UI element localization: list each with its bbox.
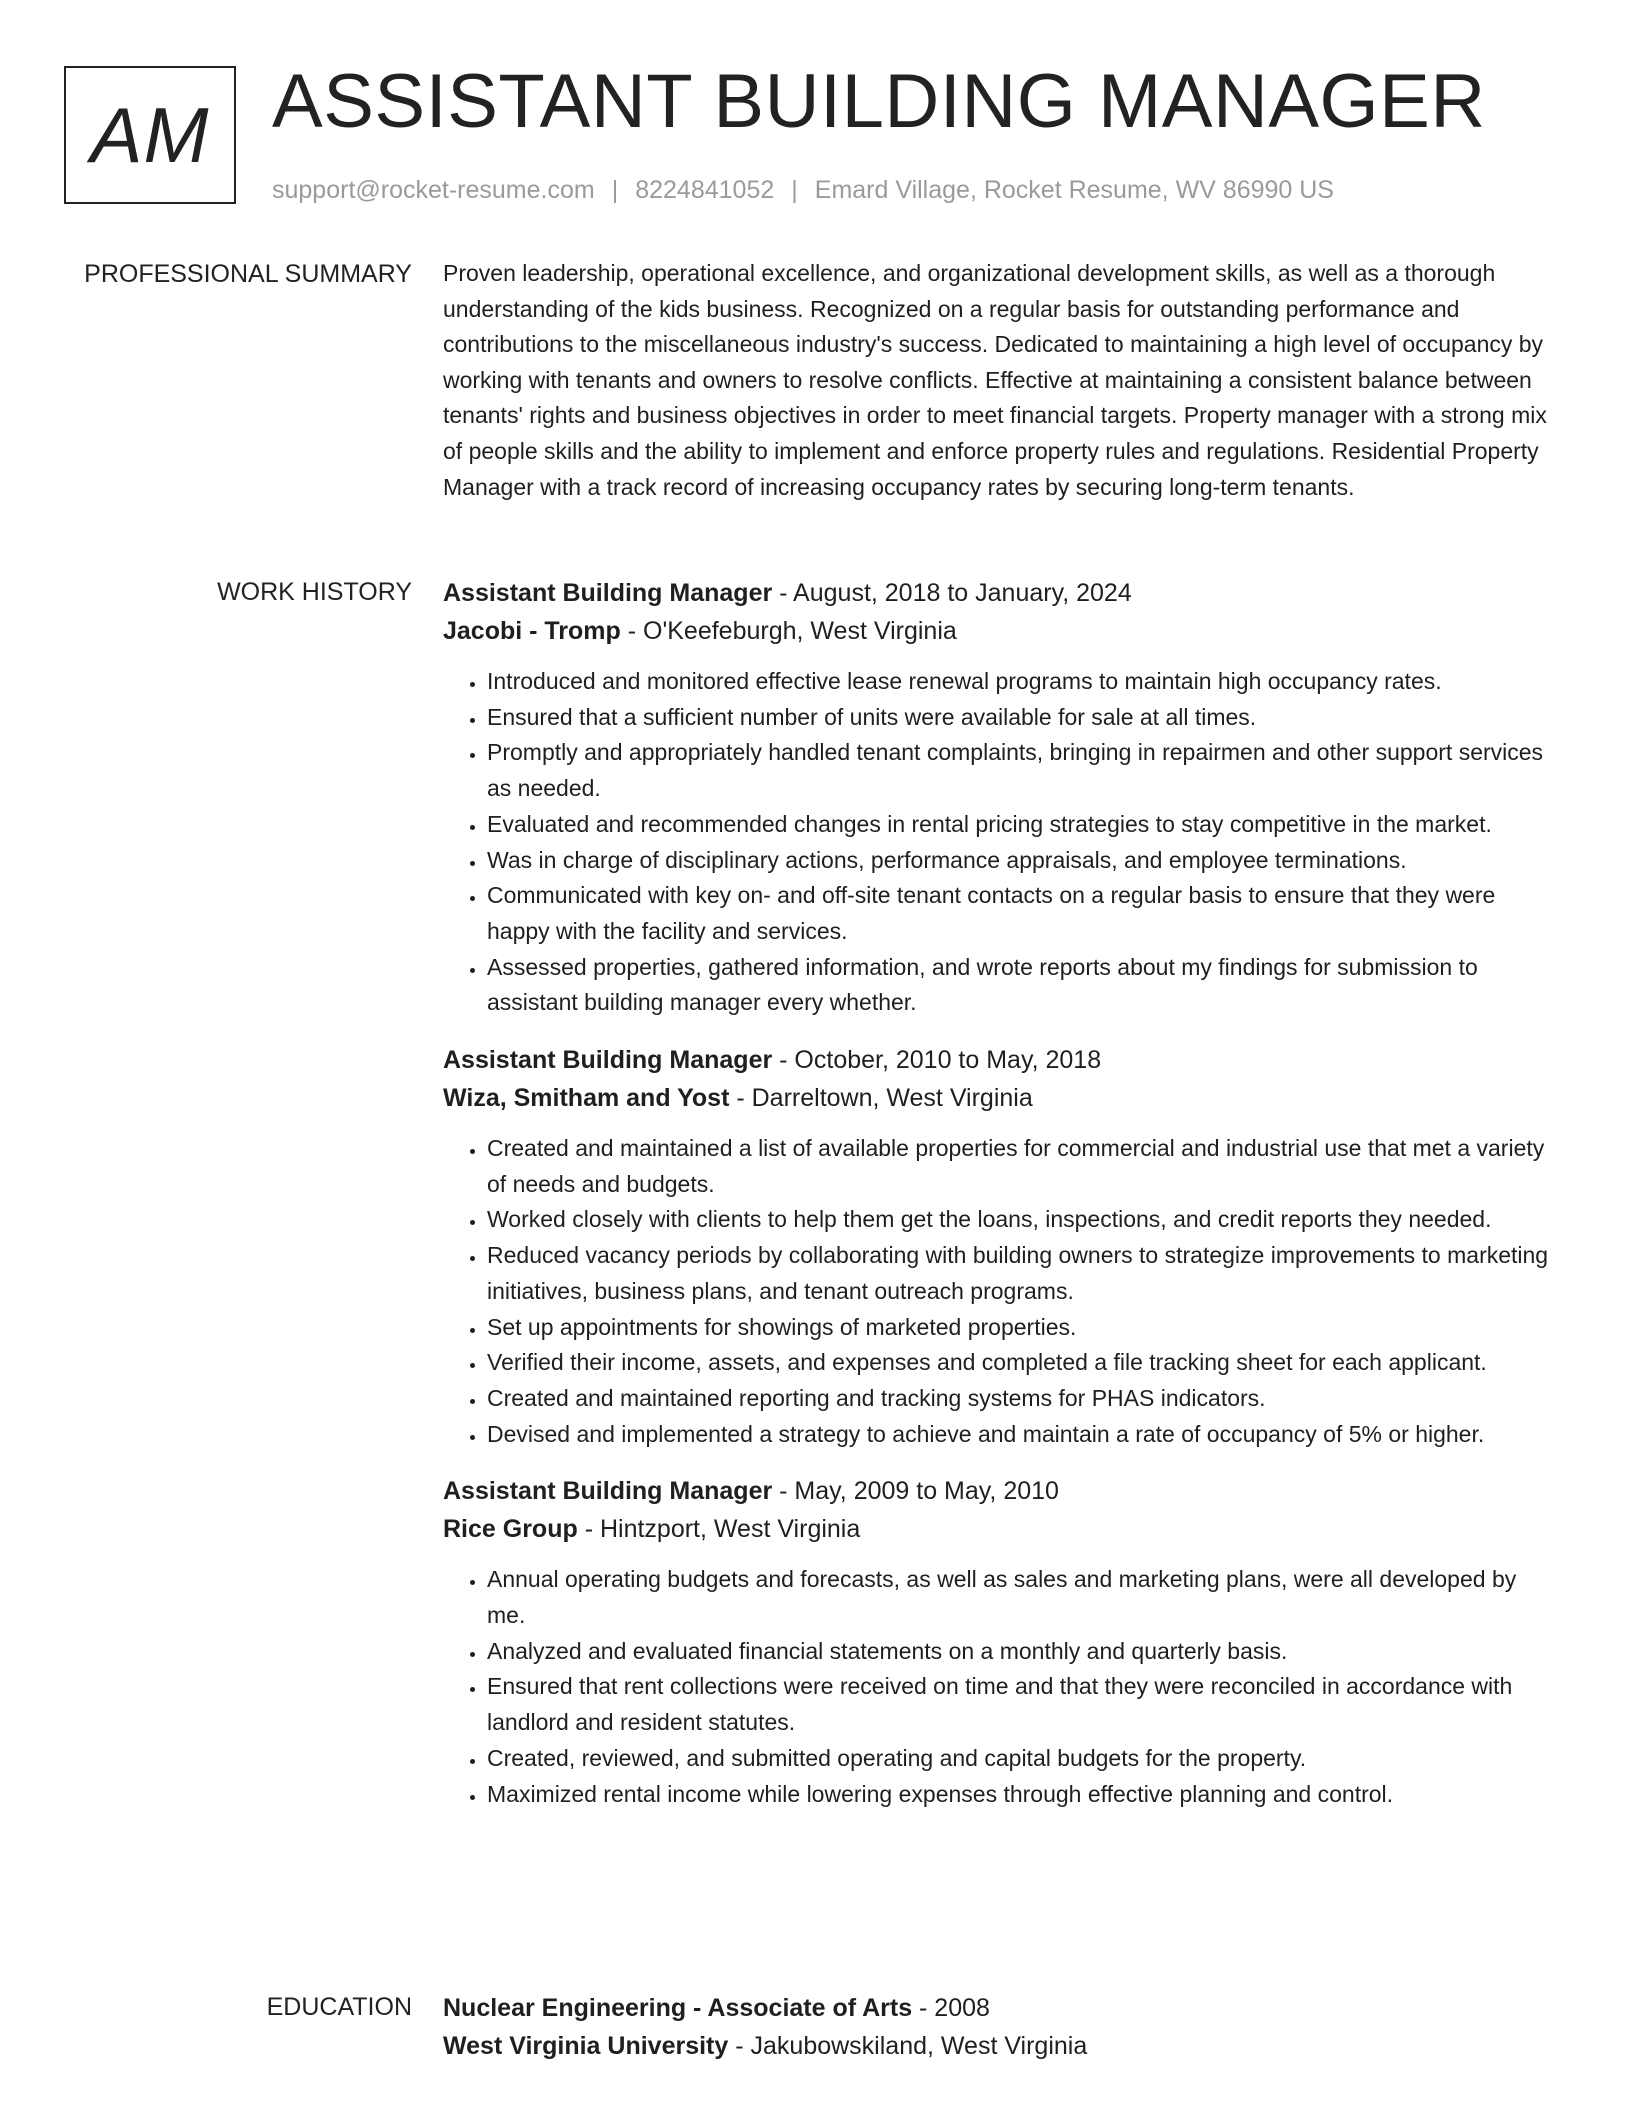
job-title-line [443,1472,1553,1510]
education-degree: Nuclear Engineering - Associate of Arts [443,1994,913,2022]
education-year: - 2008 [912,1994,990,2022]
job-company-line [443,1510,1553,1548]
contact-separator: | [791,176,798,204]
job-company-line [443,1079,1553,1117]
job-bullet: • Created and maintained reporting and tracking systems for PHAS indicators. [487,1381,1553,1417]
monogram-initials: AM [90,90,210,179]
job-bullet: • Communicated with key on- and off-site tenant contacts on a regular basis to ensure that they were happy with the facility and services. [487,878,1553,949]
job-bullet-list [443,1562,1553,1812]
job-title-line [443,574,1553,612]
job-company: Wiza, Smitham and Yost [443,1084,730,1113]
job-title: Assistant Building Manager [443,1046,773,1075]
contact-separator: | [611,176,619,204]
job-bullet: • Created, reviewed, and submitted operating and capital budgets for the property. [487,1741,1553,1777]
education-school-line [443,2027,1553,2065]
summary-heading: PROFESSIONAL SUMMARY [84,260,412,288]
job-bullet-list [443,664,1553,1021]
job-location: - O'Keefeburgh, West Virginia [620,617,957,645]
job-dates: - May, 2009 to May, 2010 [772,1477,1059,1506]
job-dates: - October, 2010 to May, 2018 [772,1046,1102,1075]
monogram-logo [64,66,236,204]
work-history-body [443,574,1553,1832]
job-entry [443,1472,1553,1812]
job-bullet: • Created and maintained a list of available properties for commercial and industrial use that met a variety of needs and budgets. [487,1131,1553,1202]
job-bullet-list [443,1131,1553,1452]
job-bullet: • Set up appointments for showings of marketed properties. [487,1310,1553,1346]
job-entry [443,1041,1553,1452]
resume-title: ASSISTANT BUILDING MANAGER [272,59,1486,144]
summary-body [443,256,1553,505]
job-bullet: • Ensured that a sufficient number of units were available for sale at all times. [487,700,1553,736]
job-entry [443,574,1553,1021]
job-dates: - August, 2018 to January, 2024 [772,579,1132,607]
job-bullet: • Ensured that rent collections were received on time and that they were reconciled in accordance with landlord and resident statutes. [487,1669,1553,1740]
job-location: - Darreltown, West Virginia [729,1084,1033,1113]
job-bullet: • Evaluated and recommended changes in rental pricing strategies to stay competitive in the market. [487,807,1553,843]
education-heading: EDUCATION [266,1993,412,2021]
job-bullet: • Maximized rental income while lowering expenses through effective planning and control. [487,1777,1553,1813]
work-history-heading: WORK HISTORY [217,578,412,606]
education-degree-line [443,1989,1553,2027]
job-bullet: • Verified their income, assets, and expenses and completed a file tracking sheet for each applicant. [487,1345,1553,1381]
job-bullet: • Reduced vacancy periods by collaborating with building owners to strategize improvements to marketing initiatives, business plans, and tenant outreach programs. [487,1238,1553,1309]
education-school: West Virginia University [443,2032,729,2060]
education-body [443,1989,1553,2065]
job-bullet: • Introduced and monitored effective lease renewal programs to maintain high occupancy rates. [487,664,1553,700]
job-title: Assistant Building Manager [443,1477,773,1506]
contact-address: Emard Village, Rocket Resume, WV 86990 US [814,176,1334,204]
job-title-line [443,1041,1553,1079]
education-location: - Jakubowskiland, West Virginia [728,2032,1088,2060]
job-bullet: • Was in charge of disciplinary actions, performance appraisals, and employee terminations. [487,843,1553,879]
job-bullet: • Assessed properties, gathered information, and wrote reports about my findings for submission to assistant building manager every whether. [487,950,1553,1021]
job-bullet: • Worked closely with clients to help them get the loans, inspections, and credit reports they needed. [487,1202,1553,1238]
contact-phone: 8224841052 [635,176,775,204]
job-company: Jacobi - Tromp [443,617,621,645]
job-bullet: • Annual operating budgets and forecasts, as well as sales and marketing plans, were all developed by me. [487,1562,1553,1633]
contact-line [272,172,1334,208]
job-bullet: • Analyzed and evaluated financial statements on a monthly and quarterly basis. [487,1634,1553,1670]
job-company: Rice Group [443,1515,578,1544]
summary-text: Proven leadership, operational excellence, and organizational development skills, as well as a thorough understanding of the kids business. Recognized on a regular basis for outstanding performance and contributions to the miscellaneous industry's success. Dedicated to maintaining a high level of occupancy by working with tenants and owners to resolve conflicts. Effective at maintaining a consistent balance between tenants' rights and business objectives in order to meet financial targets. Property manager with a strong mix of people skills and the ability to implement and enforce property rules and regulations. Residential Property Manager with a track record of increasing occupancy rates by securing long-term tenants. [443,260,1547,500]
contact-email: support@rocket-resume.com [272,176,595,204]
job-bullet: • Promptly and appropriately handled tenant complaints, bringing in repairmen and other support services as needed. [487,735,1553,806]
job-location: - Hintzport, West Virginia [577,1515,861,1544]
job-company-line [443,612,1553,650]
job-title: Assistant Building Manager [443,579,773,607]
job-bullet: • Devised and implemented a strategy to achieve and maintain a rate of occupancy of 5% or higher. [487,1417,1553,1453]
